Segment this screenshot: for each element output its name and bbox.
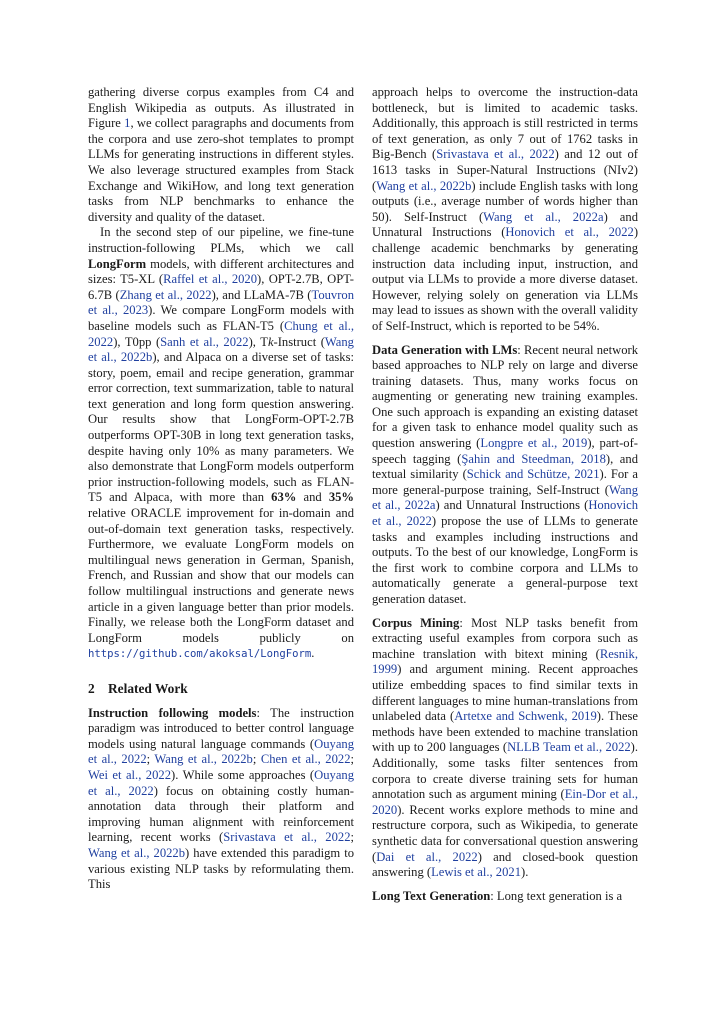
citation-link[interactable]: Schick and Schütze, 2021 — [466, 467, 600, 482]
paragraph-heading: Long Text Generation — [372, 888, 491, 903]
citation-link[interactable]: NLLB Team et al., 2022 — [507, 740, 631, 755]
citation-link[interactable]: Wang et al., 2022a — [372, 482, 638, 513]
citation-link[interactable]: Longpre et al., 2019 — [480, 436, 588, 451]
citation-link[interactable]: Honovich et al., 2022 — [505, 225, 634, 240]
paragraph-heading: Data Generation with LMs — [372, 342, 518, 357]
figure-reference[interactable]: 1 — [124, 116, 131, 131]
improvement-value: 35% — [328, 490, 354, 505]
paragraph-corpus-mining: Corpus Mining: Most NLP tasks benefit from extracting useful examples from corpora such as machine translation with bitext mining (Resnik, 1999) and argument mining. Recent approaches utilize embedding spaces to find similar texts in different languages to mine human-translations from unlabeled data (Artetxe and Schwenk, 2019). These methods have been extended to machine translation with up to 200 languages (NLLB Team et al., 2022). Additionally, some tasks filter sentences from corpora to create diverse training sets for human annotation such as argument mining (Ein-Dor et al., 2020). Recent works explore methods to mine and restructure corpora, such as Wikipedia, to generate synthetic data for conversational question answering (Dai et al., 2022) and closed-book question answering (Lewis et al., 2021). — [372, 615, 639, 880]
citation-link[interactable]: Chen et al., 2022 — [260, 752, 351, 767]
citation-link[interactable]: Touvron et al., 2023 — [88, 287, 355, 318]
citation-link[interactable]: Chung et al., 2022 — [88, 318, 354, 349]
citation-link[interactable]: Raffel et al., 2020 — [163, 272, 258, 287]
citation-link[interactable]: Wang et al., 2022b — [88, 845, 186, 860]
citation-link[interactable]: Wang et al., 2022b — [154, 752, 253, 767]
citation-link[interactable]: Artetxe and Schwenk, 2019 — [454, 709, 597, 724]
section-heading-related-work — [88, 681, 354, 697]
improvement-value: 63% — [271, 490, 297, 505]
paragraph-data-generation: Data Generation with LMs: Recent neural network based approaches to NLP rely on large and diverse training datasets. Thus, many works focus on augmenting or generating new training examples. One such approach is expanding an existing dataset for a given task to enhance model quality such as question answering (Longpre et al., 2019), part-of-speech tagging (Şahin and Steedman, 2018), and textual similarity (Schick and Schütze, 2021). For a more general-purpose training, Self-Instruct (Wang et al., 2022a) and Unnatural Instructions (Honovich et al., 2022) propose the use of LLMs to generate tasks and examples including instructions and outputs. To the best of our knowledge, LongForm is the first work to combine corpora and LLMs to automatically generate a general-purpose text generation dataset. — [372, 342, 638, 606]
paragraph-instruction-following: Instruction following models: The instruction paradigm was introduced to better control language models using natural language commands (Ouyang et al., 2022; Wang et al., 2022b; Chen et al., 2022; Wei et al., 2022). While some approaches (Ouyang et al., 2022) focus on obtaining costly human-annotation data through their platform and improving human alignment with reinforcement learning, recent works (Srivastava et al., 2022; Wang et al., 2022b) have extended this paradigm to various existing NLP tasks by reformulating them. This — [88, 705, 355, 892]
paragraph-instruction-continued: approach helps to overcome the instruction-data bottleneck, but is limited to academic tasks. Additionally, this approach is still restricted in terms of text generation, as only 7 out of 1762 tasks in Big-Bench (Srivastava et al., 2022) and 12 out of 1613 tasks in Super-Natural Instructions (NIv2) (Wang et al., 2022b) include English tasks with long outputs (i.e., average number of words higher than 50). Self-Instruct (Wang et al., 2022a) and Unnatural Instructions (Honovich et al., 2022) challenge academic benchmarks by generating instruction data including input, instruction, and output via LLMs to provide a more diverse dataset. However, relying solely on generation via LLMs may lead to issues as shown with the overall validity of Self-Instruct, which is reported to be 54%. — [372, 85, 639, 333]
paragraph-heading: Corpus Mining — [372, 615, 460, 630]
github-url-link[interactable]: https://github.com/akoksal/LongForm — [88, 648, 312, 661]
citation-link[interactable]: Srivastava et al., 2022 — [436, 147, 555, 162]
left-column — [88, 85, 354, 893]
citation-link[interactable]: Wang et al., 2022b — [88, 334, 354, 365]
citation-link[interactable]: Lewis et al., 2021 — [431, 865, 521, 880]
right-column — [372, 85, 638, 904]
citation-link[interactable]: Wei et al., 2022 — [88, 767, 171, 782]
citation-link[interactable]: Sanh et al., 2022 — [160, 334, 249, 349]
paragraph-heading: Instruction following models — [88, 705, 257, 720]
paragraph-long-text-generation: Long Text Generation: Long text generation is a — [372, 888, 623, 903]
citation-link[interactable]: Resnik, 1999 — [372, 646, 638, 677]
citation-link[interactable]: Zhang et al., 2022 — [119, 287, 212, 302]
citation-link[interactable]: Wang et al., 2022b — [376, 178, 472, 193]
section-number: 2 — [88, 680, 95, 696]
citation-link[interactable]: Şahin and Steedman, 2018 — [461, 451, 606, 466]
section-title: Related Work — [108, 680, 188, 696]
citation-link[interactable]: Ouyang et al., 2022 — [88, 736, 354, 767]
citation-link[interactable]: Ein-Dor et al., 2020 — [372, 787, 638, 817]
citation-link[interactable]: Dai et al., 2022 — [376, 849, 478, 864]
paragraph-dataset-description: gathering diverse corpus examples from C4 and English Wikipedia as outputs. As illustrated in Figure 1, we collect paragraphs and documents from the corpora and use zero-shot templates to prompt LLMs for generating instructions in different styles. We also leverage structured examples from Stack Exchange and WikiHow, and long text generation tasks from NLP benchmarks to enhance the diversity and quality of the dataset. — [88, 85, 355, 224]
citation-link[interactable]: Srivastava et al., 2022 — [223, 830, 351, 845]
citation-link[interactable]: Ouyang et al., 2022 — [88, 767, 354, 798]
paragraph-longform-models: In the second step of our pipeline, we fine-tune instruction-following PLMs, which we call LongForm models, with different architectures and sizes: T5-XL (Raffel et al., 2020), OPT-2.7B, OPT-6.7B (Zhang et al., 2022), and LLaMA-7B (Touvron et al., 2023). We compare LongForm models with baseline models such as FLAN-T5 (Chung et al., 2022), T0pp (Sanh et al., 2022), Tk-Instruct (Wang et al., 2022b), and Alpaca on a diverse set of tasks: story, poem, email and recipe generation, grammar error correction, text summarization, table to natural text generation and long form question answering. Our results show that LongForm-OPT-2.7B outperforms OPT-30B in long text generation tasks, despite having only 10% as many parameters. We also demonstrate that LongForm models outperform prior instruction-following models, such as FLAN-T5 and Alpaca, with more than 63% and 35% relative ORACLE improvement for in-domain and out-of-domain text generation tasks, respectively. Furthermore, we evaluate LongForm models on multilingual news generation in German, Spanish, French, and Russian and show that our models can follow multilingual instructions and generate news article in a given language better than prior models. Finally, we release both the LongForm dataset and LongForm models publicly on https://github.com/akoksal/LongForm. — [88, 225, 355, 661]
citation-link[interactable]: Wang et al., 2022a — [483, 209, 604, 224]
longform-term: LongForm — [88, 256, 147, 271]
citation-link[interactable]: Honovich et al., 2022 — [372, 498, 638, 529]
